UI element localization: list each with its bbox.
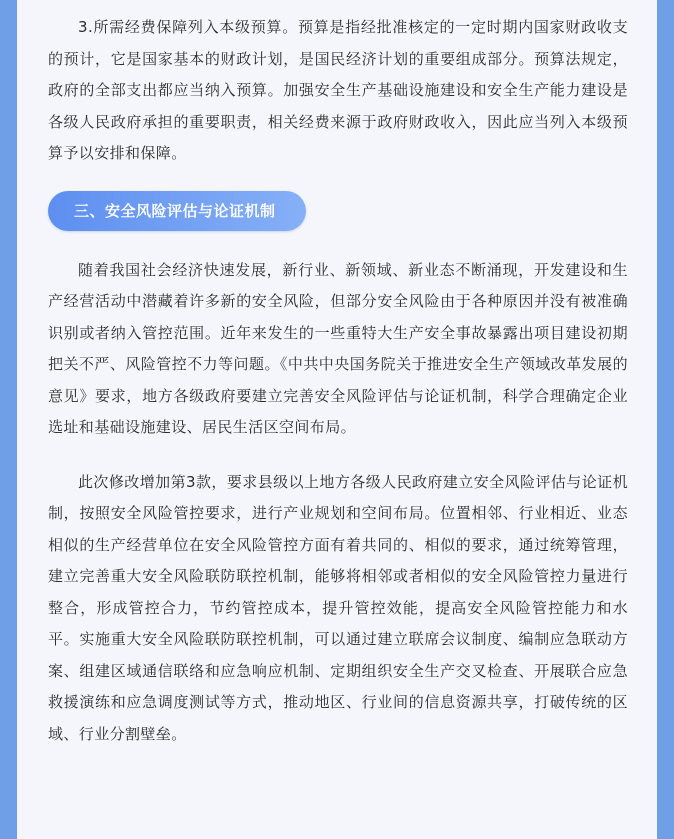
article-card: [17, 0, 657, 839]
paragraph-budget: 3.所需经费保障列入本级预算。预算是指经批准核定的一定时期内国家财政收支的预计，它是国家基本的财政计划，是国民经济计划的重要组成部分。预算法规定，政府的全部支出都应当纳入预算。加强安全生产基础设施建设和安全生产能力建设是各级人民政府承担的重要职责，相关经费来源于政府财政收入，因此应当列入本级预算予以安排和保障。: [48, 18, 628, 162]
section-heading-pill: 三、安全风险评估与论证机制: [48, 191, 306, 231]
paragraph-risk-background: 随着我国社会经济快速发展，新行业、新领域、新业态不断涌现，开发建设和生产经营活动中潜藏着许多新的安全风险，但部分安全风险由于各种原因并没有被准确识别或者纳入管控范围。近年来发生的一些重特大生产安全事故暴露出项目建设初期把关不严、风险管控不力等问题。《中共中央国务院关于推进安全生产领域改革发展的意见》要求，地方各级政府要建立完善安全风险评估与论证机制，科学合理确定企业选址和基础设施建设、居民生活区空间布局。: [48, 260, 628, 436]
paragraph-amendment: 此次修改增加第3款，要求县级以上地方各级人民政府建立安全风险评估与论证机制，按照安全风险管控要求，进行产业规划和空间布局。位置相邻、行业相近、业态相似的生产经营单位在安全风险管控方面有着共同的、相似的要求，通过统筹管理，建立完善重大安全风险联防联控机制，能够将相邻或者相似的安全风险管控力量进行整合，形成管控合力，节约管控成本，提升管控效能，提高安全风险管控能力和水平。实施重大安全风险联防联控机制，可以通过建立联席会议制度、编制应急联动方案、组建区域通信联络和应急响应机制、定期组织安全生产交叉检查、开展联合应急救援演练和应急调度测试等方式，推动地区、行业间的信息资源共享，打破传统的区域、行业分割壁垒。: [48, 472, 628, 743]
